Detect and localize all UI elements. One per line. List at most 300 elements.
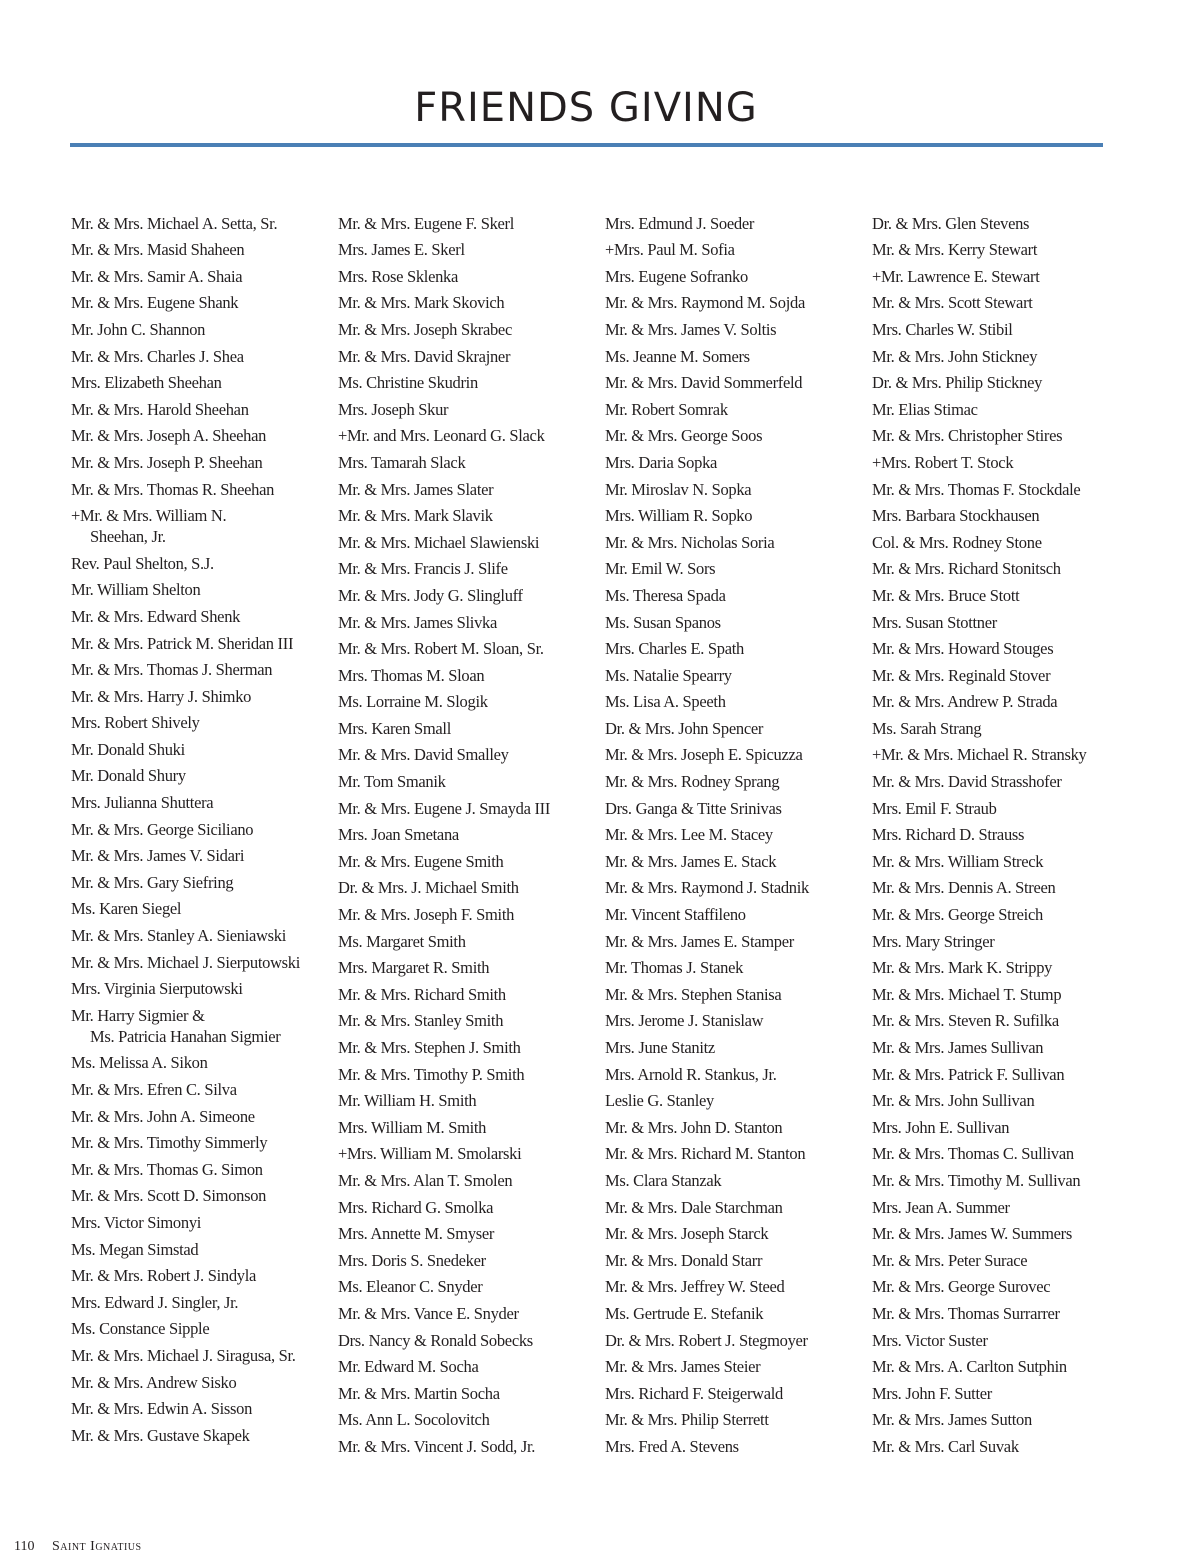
donor-name: Mrs. Victor Simonyi: [71, 1212, 202, 1232]
donor-name: Mr. & Mrs. Andrew Sisko: [71, 1372, 237, 1392]
page-footer: [14, 1537, 142, 1557]
donor-name: Mr. & Mrs. Thomas C. Sullivan: [872, 1144, 1074, 1164]
donor-name: Mr. & Mrs. Scott Stewart: [872, 293, 1033, 313]
donor-name: Mr. & Mrs. Jeffrey W. Steed: [605, 1277, 785, 1297]
donor-entry: [338, 446, 600, 473]
donor-name: Mr. & Mrs. James E. Stamper: [605, 931, 794, 951]
donor-entry: [605, 712, 867, 739]
donor-entry: [338, 792, 600, 819]
donor-entry: [338, 898, 600, 925]
donor-name: Mrs. Charles W. Stibil: [872, 319, 1013, 339]
donor-entry: [605, 952, 867, 979]
donor-name: Mr. & Mrs. William Streck: [872, 851, 1044, 871]
donor-entry: [338, 1191, 600, 1218]
donor-entry: [872, 287, 1134, 314]
donor-name: Ms. Natalie Spearry: [605, 665, 732, 685]
donor-entry: [71, 340, 333, 367]
donor-entry: [338, 1244, 600, 1271]
donor-entry: [71, 547, 333, 574]
donor-name: Mrs. Richard F. Steigerwald: [605, 1383, 784, 1403]
donor-name: Drs. Ganga & Titte Srinivas: [605, 798, 782, 818]
donor-entry: [605, 1164, 867, 1191]
donor-name: Mr. & Mrs. Efren C. Silva: [71, 1080, 237, 1099]
donor-entry: [338, 739, 600, 766]
donor-entry: [338, 1058, 600, 1085]
donor-name: Dr. & Mrs. Glen Stevens: [872, 213, 1030, 233]
donor-name: Mr. & Mrs. Mark Slavik: [338, 506, 493, 526]
donor-entry: [338, 287, 600, 314]
donor-name: Mrs. John E. Sullivan: [872, 1117, 1010, 1137]
donor-entry: [872, 1377, 1134, 1404]
donor-name: Mr. & Mrs. Steven R. Sufilka: [872, 1011, 1059, 1031]
donor-entry: [872, 1111, 1134, 1138]
donor-entry: [872, 393, 1134, 420]
donor-name: Mr. & Mrs. James Steier: [605, 1357, 761, 1377]
donor-column-4: [872, 207, 1134, 1457]
donor-name: Ms. Eleanor C. Snyder: [338, 1277, 483, 1297]
donor-name: Mr. & Mrs. Martin Socha: [338, 1383, 500, 1403]
donor-name: Mr. & Mrs. Samir A. Shaia: [71, 266, 243, 286]
donor-entry: [71, 600, 333, 627]
donor-entry: [71, 393, 333, 420]
donor-name: Mr. & Mrs. Timothy M. Sullivan: [872, 1170, 1081, 1190]
donor-name: Mrs. Daria Sopka: [605, 452, 718, 472]
donor-name: Mrs. Richard D. Strauss: [872, 825, 1025, 845]
donor-name: Mr. Donald Shuki: [71, 739, 185, 759]
donor-name: Mrs. Joan Smetana: [338, 825, 459, 845]
donor-name: Dr. & Mrs. J. Michael Smith: [338, 878, 519, 898]
donor-name: Mr. & Mrs. Harold Sheehan: [71, 399, 249, 419]
donor-name: Mr. & Mrs. Jody G. Slingluff: [338, 585, 523, 605]
donor-entry: [605, 606, 867, 633]
donor-entry: [71, 207, 333, 234]
donor-entry: [71, 1339, 333, 1366]
donor-name: Mr. & Mrs. George Streich: [872, 905, 1043, 925]
donor-name: Mr. & Mrs. Vincent J. Sodd, Jr.: [338, 1436, 536, 1456]
donor-name: Mr. & Mrs. Joseph A. Sheehan: [71, 426, 267, 446]
donor-entry: [872, 313, 1134, 340]
donor-entry: [872, 739, 1134, 766]
donor-name: Ms. Lisa A. Speeth: [605, 692, 726, 712]
donor-entry: [338, 1164, 600, 1191]
donor-column-1: [71, 207, 333, 1446]
donor-name: Mrs. James E. Skerl: [338, 240, 465, 260]
donor-entry: [605, 1058, 867, 1085]
donor-name: Mr. & Mrs. Stephen J. Smith: [338, 1038, 521, 1057]
donor-entry: [605, 633, 867, 660]
donor-entry: [338, 500, 600, 527]
donor-entry: [605, 765, 867, 792]
donor-name: Mr. & Mrs. Stephen Stanisa: [605, 984, 782, 1004]
donor-entry: [338, 712, 600, 739]
donor-name: Mr. & Mrs. Stanley A. Sieniawski: [71, 926, 286, 946]
donor-entry: [71, 919, 333, 946]
donor-name-continuation: Ms. Patricia Hanahan Sigmier: [90, 1026, 281, 1046]
donor-name: Ms. Christine Skudrin: [338, 373, 478, 393]
donor-entry: [71, 420, 333, 447]
donor-name: Mr. William H. Smith: [338, 1091, 477, 1111]
donor-entry: [872, 420, 1134, 447]
donor-entry: [338, 765, 600, 792]
donor-entry: [71, 1419, 333, 1446]
donor-name: Mr. Elias Stimac: [872, 399, 978, 419]
donor-name: Mr. & Mrs. Francis J. Slife: [338, 559, 508, 579]
donor-name: Mr. & Mrs. Gary Siefring: [71, 872, 234, 892]
donor-name: Mr. & Mrs. Christopher Stires: [872, 426, 1063, 446]
donor-name: Mr. William Shelton: [71, 580, 201, 600]
donor-name: +Mr. & Mrs. William N.: [71, 506, 227, 526]
donor-entry: [605, 287, 867, 314]
donor-entry: [71, 1286, 333, 1313]
donor-name: +Mrs. Robert T. Stock: [872, 452, 1014, 472]
donor-name: Mr. & Mrs. Michael Slawienski: [338, 532, 540, 552]
donor-entry: [605, 739, 867, 766]
donor-entry: [71, 866, 333, 893]
donor-name: Mr. & Mrs. Alan T. Smolen: [338, 1170, 513, 1190]
donor-entry: [605, 260, 867, 287]
donor-entry: [605, 872, 867, 899]
donor-entry: [71, 260, 333, 287]
donor-entry: [71, 786, 333, 813]
donor-name: Mrs. Virginia Sierputowski: [71, 979, 243, 999]
donor-name: Mr. & Mrs. Carl Suvak: [872, 1436, 1019, 1456]
donor-name: Mr. & Mrs. David Sommerfeld: [605, 373, 803, 393]
donor-entry: [71, 1100, 333, 1127]
donor-name: Ms. Constance Sipple: [71, 1319, 210, 1339]
publication-name: Saint Ignatius: [51, 1539, 142, 1554]
donor-name: Mr. & Mrs. Robert M. Sloan, Sr.: [338, 639, 544, 659]
donor-entry: [872, 1351, 1134, 1378]
donor-entry: [338, 473, 600, 500]
donor-entry: [338, 367, 600, 394]
donor-entry: [605, 1085, 867, 1112]
donor-entry: [338, 1271, 600, 1298]
donor-entry: [71, 813, 333, 840]
donor-name: Mr. & Mrs. Bruce Stott: [872, 585, 1020, 605]
donor-name: Mrs. Annette M. Smyser: [338, 1224, 495, 1244]
donor-entry: [605, 1430, 867, 1457]
donor-entry: [338, 340, 600, 367]
donor-entry: [605, 446, 867, 473]
donor-name: Mr. & Mrs. Michael J. Sierputowski: [71, 952, 301, 972]
donor-entry: [872, 659, 1134, 686]
donor-entry: [71, 733, 333, 760]
donor-entry: [872, 1138, 1134, 1165]
donor-entry: [605, 393, 867, 420]
donor-entry: [71, 1073, 333, 1100]
donor-name: Mr. & Mrs. James Slater: [338, 479, 494, 499]
donor-name: Drs. Nancy & Ronald Sobecks: [338, 1330, 533, 1350]
donor-name: Mr. & Mrs. Timothy Simmerly: [71, 1133, 268, 1153]
donor-entry: [605, 819, 867, 846]
donor-name: Ms. Clara Stanzak: [605, 1170, 722, 1190]
donor-name: +Mr. Lawrence E. Stewart: [872, 266, 1040, 286]
donor-name: Mr. & Mrs. A. Carlton Sutphin: [872, 1357, 1067, 1377]
donor-entry: [605, 792, 867, 819]
donor-name: Mr. & Mrs. John D. Stanton: [605, 1117, 783, 1137]
donor-name: Ms. Ann L. Socolovitch: [338, 1410, 490, 1430]
donor-entry: [338, 1031, 600, 1058]
donor-name: Mr. & Mrs. John A. Simeone: [71, 1106, 255, 1126]
donor-name: Mrs. Eugene Sofranko: [605, 266, 748, 286]
donor-entry: [338, 925, 600, 952]
donor-name: Mr. & Mrs. Eugene F. Skerl: [338, 213, 515, 233]
donor-name: Mr. Thomas J. Stanek: [605, 958, 744, 978]
donor-name: Mr. & Mrs. Joseph F. Smith: [338, 905, 515, 925]
donor-entry: [338, 1430, 600, 1457]
donor-name: Mrs. Victor Suster: [872, 1330, 988, 1350]
donor-entry: [605, 1005, 867, 1032]
donor-entry: [338, 606, 600, 633]
donor-name: Mrs. Barbara Stockhausen: [872, 506, 1040, 526]
donor-entry: [71, 707, 333, 734]
donor-name: Mr. & Mrs. John Sullivan: [872, 1091, 1035, 1111]
donor-entry: [71, 999, 333, 1047]
donor-entry: [605, 1297, 867, 1324]
donor-entry: [872, 1324, 1134, 1351]
donor-entry: [338, 819, 600, 846]
donor-entry: [71, 760, 333, 787]
donor-name: Mr. Emil W. Sors: [605, 559, 716, 579]
donor-name: Ms. Sarah Strang: [872, 718, 982, 738]
donor-entry: [71, 946, 333, 973]
donor-name: Ms. Jeanne M. Somers: [605, 346, 750, 366]
donor-column-3: [605, 207, 867, 1457]
donor-name: Mr. & Mrs. Michael T. Stump: [872, 984, 1062, 1004]
donor-entry: [338, 952, 600, 979]
donor-entry: [71, 473, 333, 500]
donor-entry: [338, 260, 600, 287]
donor-name: Mr. & Mrs. Eugene J. Smayda III: [338, 798, 551, 818]
donor-name: +Mrs. Paul M. Sofia: [605, 240, 735, 260]
donor-entry: [872, 1031, 1134, 1058]
donor-name: Mr. Vincent Staffileno: [605, 905, 746, 925]
donor-name: Mr. & Mrs. Kerry Stewart: [872, 240, 1038, 260]
donor-name: Mr. & Mrs. Dennis A. Streen: [872, 878, 1056, 898]
donor-entry: [605, 579, 867, 606]
donor-name: Ms. Karen Siegel: [71, 899, 182, 919]
donor-name: Mr. & Mrs. Richard Stonitsch: [872, 559, 1061, 579]
donor-name: Mrs. Rose Sklenka: [338, 266, 459, 286]
donor-entry: [872, 1297, 1134, 1324]
donor-name: Mr. & Mrs. Masid Shaheen: [71, 240, 245, 260]
title-divider: [70, 143, 1103, 147]
donor-entry: [872, 526, 1134, 553]
donor-entry: [338, 686, 600, 713]
donor-name: Mr. & Mrs. Eugene Smith: [338, 851, 504, 871]
donor-entry: [872, 473, 1134, 500]
donor-entry: [872, 446, 1134, 473]
donor-name: Mr. & Mrs. Mark K. Strippy: [872, 958, 1053, 978]
donor-name: Mrs. Robert Shively: [71, 713, 200, 733]
donor-name: Mrs. Edward J. Singler, Jr.: [71, 1292, 239, 1312]
donor-entry: [338, 579, 600, 606]
donor-name: Mr. & Mrs. Vance E. Snyder: [338, 1303, 519, 1323]
donor-name: +Mr. & Mrs. Michael R. Stransky: [872, 745, 1087, 765]
donor-entry: [872, 1058, 1134, 1085]
donor-entry: [872, 633, 1134, 660]
donor-name: Mrs. Julianna Shuttera: [71, 793, 214, 813]
donor-entry: [338, 845, 600, 872]
donor-entry: [71, 1313, 333, 1340]
donor-name: Mr. & Mrs. Thomas G. Simon: [71, 1159, 263, 1179]
donor-entry: [338, 526, 600, 553]
donor-name: Mr. & Mrs. Joseph Skrabec: [338, 319, 512, 339]
donor-name: Mr. & Mrs. Michael A. Setta, Sr.: [71, 213, 278, 233]
donor-entry: [71, 234, 333, 261]
donor-entry: [605, 553, 867, 580]
donor-entry: [605, 1191, 867, 1218]
donor-name: Ms. Margaret Smith: [338, 931, 466, 951]
donor-entry: [605, 526, 867, 553]
donor-entry: [71, 893, 333, 920]
donor-entry: [872, 553, 1134, 580]
donor-entry: [872, 712, 1134, 739]
donor-entry: [338, 1351, 600, 1378]
donor-name: Mr. & Mrs. Scott D. Simonson: [71, 1186, 267, 1206]
donor-name: Mr. John C. Shannon: [71, 319, 206, 339]
donor-name: +Mrs. William M. Smolarski: [338, 1144, 522, 1164]
donor-name: Mr. & Mrs. George Siciliano: [71, 819, 254, 839]
donor-name: Mr. & Mrs. Harry J. Shimko: [71, 686, 252, 706]
donor-name: Mrs. June Stanitz: [605, 1038, 715, 1057]
donor-entry: [605, 1351, 867, 1378]
donor-name: Mr. & Mrs. George Soos: [605, 426, 763, 446]
donor-entry: [872, 367, 1134, 394]
donor-entry: [872, 579, 1134, 606]
donor-entry: [872, 765, 1134, 792]
donor-entry: [338, 420, 600, 447]
donor-name: +Mr. and Mrs. Leonard G. Slack: [338, 426, 545, 446]
donor-entry: [605, 473, 867, 500]
donor-name: Mr. & Mrs. David Smalley: [338, 745, 509, 765]
donor-entry: [338, 872, 600, 899]
donor-entry: [338, 1377, 600, 1404]
donor-name: Mrs. Mary Stringer: [872, 931, 995, 951]
donor-entry: [872, 1244, 1134, 1271]
donor-entry: [71, 1366, 333, 1393]
donor-entry: [605, 1111, 867, 1138]
donor-name: Mr. & Mrs. George Surovec: [872, 1277, 1051, 1297]
donor-entry: [872, 952, 1134, 979]
donor-name: Mr. & Mrs. Patrick M. Sheridan III: [71, 633, 294, 653]
donor-entry: [872, 792, 1134, 819]
donor-name: Mr. & Mrs. Edwin A. Sisson: [71, 1399, 253, 1419]
donor-name: Mrs. Elizabeth Sheehan: [71, 373, 222, 393]
donor-entry: [605, 978, 867, 1005]
donor-entry: [71, 287, 333, 314]
donor-entry: [605, 1244, 867, 1271]
donor-entry: [71, 680, 333, 707]
donor-entry: [338, 393, 600, 420]
donor-entry: [338, 1297, 600, 1324]
donor-entry: [872, 819, 1134, 846]
donor-name: Mr. & Mrs. James Slivka: [338, 612, 498, 632]
donor-entry: [605, 659, 867, 686]
donor-name: Ms. Theresa Spada: [605, 585, 726, 605]
donor-entry: [872, 898, 1134, 925]
donor-entry: [872, 260, 1134, 287]
donor-name: Mr. & Mrs. Raymond J. Stadnik: [605, 878, 809, 898]
donor-entry: [71, 1180, 333, 1207]
donor-entry: [71, 973, 333, 1000]
donor-entry: [71, 1233, 333, 1260]
donor-entry: [872, 1164, 1134, 1191]
donor-entry: [872, 500, 1134, 527]
donor-entry: [605, 845, 867, 872]
donor-entry: [605, 1218, 867, 1245]
donor-name: Mr. & Mrs. James V. Sidari: [71, 846, 245, 866]
donor-entry: [605, 207, 867, 234]
donor-name: Mr. & Mrs. James Sutton: [872, 1410, 1032, 1430]
donor-entry: [605, 1031, 867, 1058]
donor-name: Mrs. Karen Small: [338, 718, 451, 738]
donor-name: Mr. & Mrs. Charles J. Shea: [71, 346, 244, 366]
donor-entry: [872, 925, 1134, 952]
donor-entry: [338, 313, 600, 340]
page-number: 110: [14, 1539, 35, 1554]
donor-entry: [872, 978, 1134, 1005]
donor-name: Mr. Robert Somrak: [605, 399, 728, 419]
donor-name: Mr. & Mrs. John Stickney: [872, 346, 1038, 366]
donor-entry: [338, 1138, 600, 1165]
donor-name: Mr. & Mrs. Thomas F. Stockdale: [872, 479, 1081, 499]
donor-entry: [605, 1271, 867, 1298]
donor-entry: [338, 1005, 600, 1032]
donor-entry: [605, 234, 867, 261]
donor-name: Mr. & Mrs. Donald Starr: [605, 1250, 763, 1270]
donor-name: Mr. & Mrs. Patrick F. Sullivan: [872, 1064, 1065, 1084]
donor-name: Mr. & Mrs. Timothy P. Smith: [338, 1064, 525, 1084]
donor-name: Mr. & Mrs. Raymond M. Sojda: [605, 293, 805, 313]
donor-entry: [605, 367, 867, 394]
donor-entry: [872, 234, 1134, 261]
donor-name: Mr. & Mrs. David Skrajner: [338, 346, 511, 366]
donor-name: Mrs. Susan Stottner: [872, 612, 997, 632]
donor-name: Mr. & Mrs. Rodney Sprang: [605, 772, 780, 792]
donor-entry: [71, 654, 333, 681]
donor-name: Dr. & Mrs. John Spencer: [605, 718, 764, 738]
donor-name: Mr. & Mrs. Howard Stouges: [872, 639, 1054, 659]
donor-entry: [338, 553, 600, 580]
donor-name-continuation: Sheehan, Jr.: [90, 527, 166, 547]
donor-entry: [872, 1218, 1134, 1245]
donor-entry: [338, 633, 600, 660]
donor-name: Mr. & Mrs. Richard Smith: [338, 984, 506, 1004]
donor-name: Mrs. William R. Sopko: [605, 506, 753, 526]
donor-entry: [71, 1206, 333, 1233]
donor-name: Mrs. Joseph Skur: [338, 399, 449, 419]
donor-name: Mrs. Jean A. Summer: [872, 1197, 1010, 1217]
donor-name: Mr. & Mrs. Michael J. Siragusa, Sr.: [71, 1345, 296, 1365]
donor-entry: [338, 978, 600, 1005]
donor-name: Mr. & Mrs. Stanley Smith: [338, 1011, 504, 1031]
donor-name: Dr. & Mrs. Robert J. Stegmoyer: [605, 1330, 808, 1350]
donor-entry: [605, 420, 867, 447]
donor-name: Mr. & Mrs. Eugene Shank: [71, 293, 239, 313]
donor-entry: [872, 686, 1134, 713]
donor-entry: [605, 1324, 867, 1351]
donor-entry: [605, 1404, 867, 1431]
donor-name: Mr. & Mrs. Philip Sterrett: [605, 1410, 769, 1430]
donor-entry: [71, 1260, 333, 1287]
donor-name: Mr. & Mrs. Richard M. Stanton: [605, 1144, 806, 1164]
donor-name: Mrs. Charles E. Spath: [605, 639, 744, 659]
donor-name: Col. & Mrs. Rodney Stone: [872, 532, 1042, 552]
donor-name: Mrs. Richard G. Smolka: [338, 1197, 494, 1217]
donor-entry: [872, 207, 1134, 234]
donor-entry: [71, 1127, 333, 1154]
